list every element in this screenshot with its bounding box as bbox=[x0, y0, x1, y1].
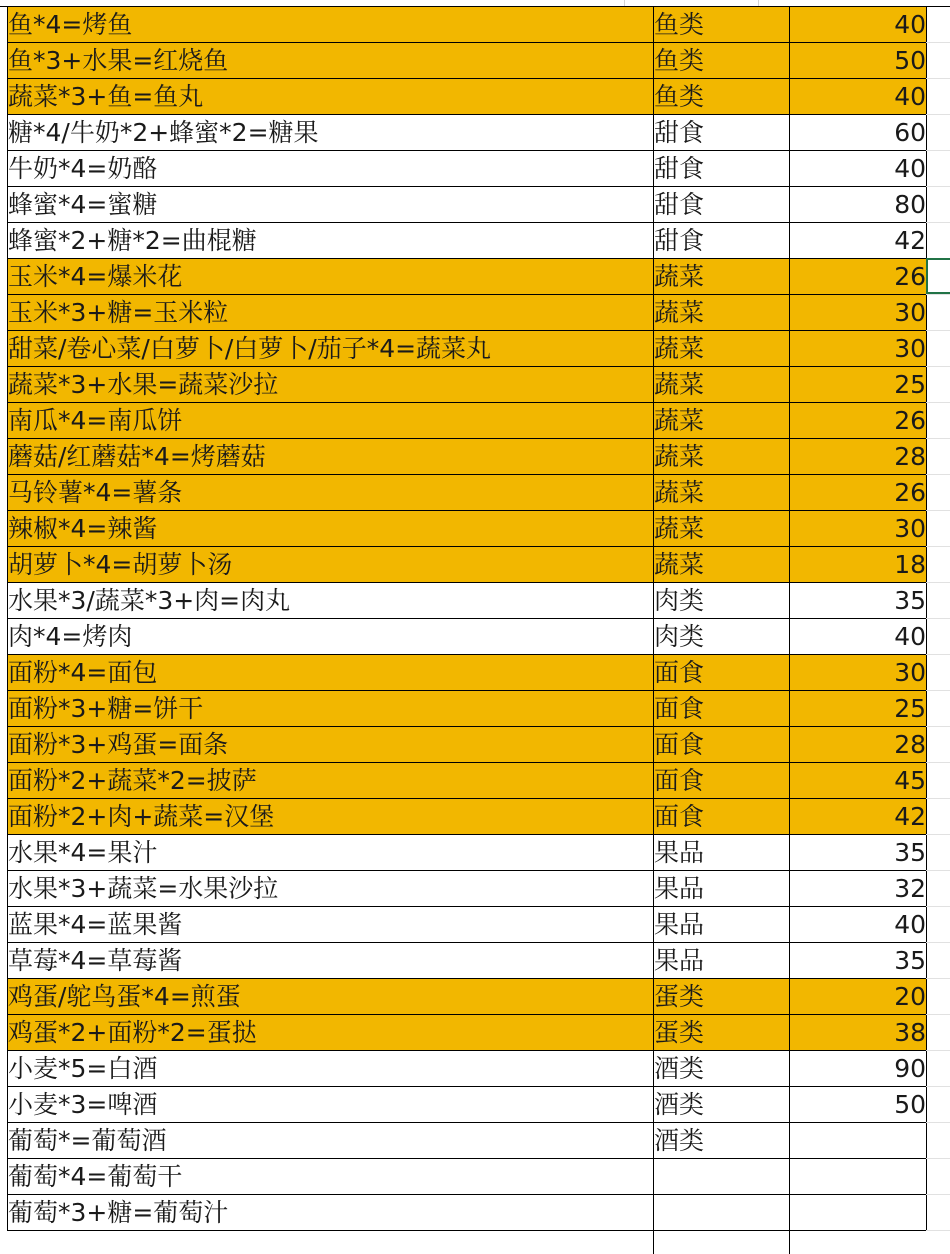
price-cell[interactable]: 40 bbox=[790, 7, 927, 43]
category-cell[interactable]: 果品 bbox=[654, 943, 790, 979]
category-cell[interactable]: 面食 bbox=[654, 763, 790, 799]
category-cell[interactable]: 鱼类 bbox=[654, 43, 790, 79]
table-row bbox=[8, 727, 927, 763]
table-row bbox=[8, 79, 927, 115]
gridline bbox=[926, 1050, 950, 1051]
recipe-cell[interactable]: 水果*3/蔬菜*3+肉=肉丸 bbox=[8, 583, 654, 619]
table-row bbox=[8, 547, 927, 583]
recipe-cell[interactable]: 水果*3+蔬菜=水果沙拉 bbox=[8, 871, 654, 907]
recipe-cell[interactable]: 蓝果*4=蓝果酱 bbox=[8, 907, 654, 943]
category-cell[interactable]: 面食 bbox=[654, 691, 790, 727]
recipe-cell[interactable]: 玉米*4=爆米花 bbox=[8, 259, 654, 295]
category-cell[interactable]: 果品 bbox=[654, 835, 790, 871]
table-row bbox=[8, 583, 927, 619]
recipe-cell[interactable]: 面粉*4=面包 bbox=[8, 655, 654, 691]
recipe-cell[interactable]: 蜂蜜*4=蜜糖 bbox=[8, 187, 654, 223]
recipe-cell[interactable]: 蜂蜜*2+糖*2=曲棍糖 bbox=[8, 223, 654, 259]
gridline bbox=[926, 1158, 950, 1159]
recipe-cell[interactable]: 肉*4=烤肉 bbox=[8, 619, 654, 655]
table-row bbox=[8, 799, 927, 835]
price-cell[interactable]: 28 bbox=[790, 439, 927, 475]
gridline bbox=[926, 294, 950, 295]
price-cell[interactable]: 40 bbox=[790, 619, 927, 655]
recipe-cell[interactable]: 草莓*4=草莓酱 bbox=[8, 943, 654, 979]
gridline bbox=[926, 150, 950, 151]
table-row bbox=[8, 331, 927, 367]
table-row bbox=[8, 763, 927, 799]
category-cell[interactable]: 面食 bbox=[654, 655, 790, 691]
sheet-tail-columns bbox=[7, 1230, 926, 1254]
price-cell[interactable]: 26 bbox=[790, 259, 927, 295]
price-cell[interactable]: 30 bbox=[790, 511, 927, 547]
price-cell[interactable]: 28 bbox=[790, 727, 927, 763]
price-cell[interactable]: 32 bbox=[790, 871, 927, 907]
recipe-cell[interactable]: 面粉*3+糖=饼干 bbox=[8, 691, 654, 727]
category-cell[interactable]: 果品 bbox=[654, 907, 790, 943]
recipe-table bbox=[7, 6, 927, 1231]
price-cell[interactable]: 30 bbox=[790, 295, 927, 331]
table-row bbox=[8, 511, 927, 547]
price-cell[interactable]: 18 bbox=[790, 547, 927, 583]
table-row bbox=[8, 1195, 927, 1231]
gridline bbox=[926, 366, 950, 367]
price-cell[interactable]: 20 bbox=[790, 979, 927, 1015]
recipe-cell[interactable]: 葡萄*3+糖=葡萄汁 bbox=[8, 1195, 654, 1231]
category-cell[interactable]: 酒类 bbox=[654, 1051, 790, 1087]
table-row bbox=[8, 223, 927, 259]
gridline bbox=[926, 870, 950, 871]
table-row bbox=[8, 871, 927, 907]
table-row bbox=[8, 907, 927, 943]
category-cell[interactable]: 蔬菜 bbox=[654, 547, 790, 583]
recipe-cell[interactable]: 胡萝卜*4=胡萝卜汤 bbox=[8, 547, 654, 583]
recipe-cell[interactable]: 面粉*2+肉+蔬菜=汉堡 bbox=[8, 799, 654, 835]
category-cell[interactable]: 果品 bbox=[654, 871, 790, 907]
table-row bbox=[8, 835, 927, 871]
gridline bbox=[926, 906, 950, 907]
gridline bbox=[926, 978, 950, 979]
category-cell[interactable]: 蛋类 bbox=[654, 1015, 790, 1051]
price-cell[interactable]: 42 bbox=[790, 799, 927, 835]
price-cell[interactable]: 40 bbox=[790, 79, 927, 115]
category-cell[interactable]: 甜食 bbox=[654, 223, 790, 259]
gridline bbox=[926, 798, 950, 799]
table-row bbox=[8, 979, 927, 1015]
table-row bbox=[8, 943, 927, 979]
category-cell[interactable]: 蔬菜 bbox=[654, 259, 790, 295]
price-cell[interactable]: 26 bbox=[790, 475, 927, 511]
recipe-cell[interactable]: 葡萄*=葡萄酒 bbox=[8, 1123, 654, 1159]
recipe-cell[interactable]: 牛奶*4=奶酪 bbox=[8, 151, 654, 187]
gridline bbox=[926, 618, 950, 619]
recipe-cell[interactable]: 蘑菇/红蘑菇*4=烤蘑菇 bbox=[8, 439, 654, 475]
price-cell[interactable]: 50 bbox=[790, 1087, 927, 1123]
price-cell[interactable] bbox=[790, 1123, 927, 1159]
table-row bbox=[8, 151, 927, 187]
category-cell[interactable]: 酒类 bbox=[654, 1123, 790, 1159]
category-cell[interactable]: 酒类 bbox=[654, 1087, 790, 1123]
table-row bbox=[8, 691, 927, 727]
category-cell[interactable]: 鱼类 bbox=[654, 79, 790, 115]
recipe-cell[interactable]: 甜菜/卷心菜/白萝卜/白萝卜/茄子*4=蔬菜丸 bbox=[8, 331, 654, 367]
recipe-cell[interactable]: 面粉*2+蔬菜*2=披萨 bbox=[8, 763, 654, 799]
price-cell[interactable]: 30 bbox=[790, 331, 927, 367]
price-cell[interactable]: 42 bbox=[790, 223, 927, 259]
category-cell[interactable]: 鱼类 bbox=[654, 7, 790, 43]
gridline bbox=[926, 726, 950, 727]
gridline bbox=[926, 114, 950, 115]
table-row bbox=[8, 367, 927, 403]
price-cell[interactable]: 90 bbox=[790, 1051, 927, 1087]
gridline bbox=[926, 654, 950, 655]
gridline bbox=[926, 1194, 950, 1195]
gridline bbox=[926, 186, 950, 187]
recipe-table-body bbox=[8, 7, 927, 1231]
category-cell[interactable]: 甜食 bbox=[654, 115, 790, 151]
price-cell[interactable]: 60 bbox=[790, 115, 927, 151]
column-divider bbox=[653, 1230, 654, 1254]
recipe-cell[interactable]: 鸡蛋*2+面粉*2=蛋挞 bbox=[8, 1015, 654, 1051]
recipe-cell[interactable]: 辣椒*4=辣酱 bbox=[8, 511, 654, 547]
price-cell[interactable]: 25 bbox=[790, 367, 927, 403]
gridline bbox=[926, 1122, 950, 1123]
category-cell[interactable]: 蔬菜 bbox=[654, 439, 790, 475]
table-row bbox=[8, 43, 927, 79]
table-row bbox=[8, 295, 927, 331]
gridline bbox=[926, 438, 950, 439]
category-cell[interactable]: 面食 bbox=[654, 727, 790, 763]
price-cell[interactable]: 35 bbox=[790, 583, 927, 619]
price-cell[interactable] bbox=[790, 1195, 927, 1231]
category-cell[interactable]: 蔬菜 bbox=[654, 331, 790, 367]
price-cell[interactable]: 50 bbox=[790, 43, 927, 79]
recipe-cell[interactable]: 玉米*3+糖=玉米粒 bbox=[8, 295, 654, 331]
gridline bbox=[926, 222, 950, 223]
category-cell[interactable]: 甜食 bbox=[654, 187, 790, 223]
price-cell[interactable]: 45 bbox=[790, 763, 927, 799]
recipe-cell[interactable]: 鱼*4=烤鱼 bbox=[8, 7, 654, 43]
selected-cell[interactable] bbox=[926, 258, 950, 294]
gridline bbox=[926, 942, 950, 943]
table-row bbox=[8, 1051, 927, 1087]
category-cell[interactable]: 蔬菜 bbox=[654, 367, 790, 403]
category-cell[interactable]: 蔬菜 bbox=[654, 511, 790, 547]
table-row bbox=[8, 475, 927, 511]
recipe-cell[interactable]: 蔬菜*3+鱼=鱼丸 bbox=[8, 79, 654, 115]
table-row bbox=[8, 259, 927, 295]
recipe-cell[interactable]: 小麦*3=啤酒 bbox=[8, 1087, 654, 1123]
price-cell[interactable]: 26 bbox=[790, 403, 927, 439]
gridline bbox=[926, 834, 950, 835]
category-cell[interactable]: 肉类 bbox=[654, 583, 790, 619]
table-row bbox=[8, 1123, 927, 1159]
table-row bbox=[8, 187, 927, 223]
gridline bbox=[926, 474, 950, 475]
recipe-cell[interactable]: 葡萄*4=葡萄干 bbox=[8, 1159, 654, 1195]
gridline bbox=[926, 690, 950, 691]
category-cell[interactable]: 蔬菜 bbox=[654, 403, 790, 439]
category-cell[interactable]: 甜食 bbox=[654, 151, 790, 187]
table-row bbox=[8, 439, 927, 475]
price-cell[interactable]: 30 bbox=[790, 655, 927, 691]
price-cell[interactable]: 35 bbox=[790, 943, 927, 979]
table-row bbox=[8, 619, 927, 655]
category-cell[interactable] bbox=[654, 1195, 790, 1231]
table-row bbox=[8, 1015, 927, 1051]
recipe-cell[interactable]: 南瓜*4=南瓜饼 bbox=[8, 403, 654, 439]
gridline bbox=[926, 1230, 950, 1231]
price-cell[interactable]: 40 bbox=[790, 907, 927, 943]
price-cell[interactable]: 38 bbox=[790, 1015, 927, 1051]
table-row bbox=[8, 7, 927, 43]
category-cell[interactable]: 蛋类 bbox=[654, 979, 790, 1015]
price-cell[interactable]: 25 bbox=[790, 691, 927, 727]
table-row bbox=[8, 655, 927, 691]
price-cell[interactable]: 35 bbox=[790, 835, 927, 871]
recipe-cell[interactable]: 鱼*3+水果=红烧鱼 bbox=[8, 43, 654, 79]
table-row bbox=[8, 403, 927, 439]
gridline bbox=[926, 42, 950, 43]
table-row bbox=[8, 1159, 927, 1195]
recipe-cell[interactable]: 马铃薯*4=薯条 bbox=[8, 475, 654, 511]
category-cell[interactable]: 肉类 bbox=[654, 619, 790, 655]
price-cell[interactable] bbox=[790, 1159, 927, 1195]
category-cell[interactable]: 蔬菜 bbox=[654, 295, 790, 331]
gridline bbox=[926, 762, 950, 763]
recipe-cell[interactable]: 鸡蛋/鸵鸟蛋*4=煎蛋 bbox=[8, 979, 654, 1015]
adjacent-empty-column[interactable] bbox=[926, 7, 950, 1254]
category-cell[interactable]: 蔬菜 bbox=[654, 475, 790, 511]
price-cell[interactable]: 80 bbox=[790, 187, 927, 223]
recipe-cell[interactable]: 小麦*5=白酒 bbox=[8, 1051, 654, 1087]
gridline bbox=[926, 1014, 950, 1015]
gridline bbox=[926, 78, 950, 79]
recipe-cell[interactable]: 水果*4=果汁 bbox=[8, 835, 654, 871]
gridline bbox=[926, 1086, 950, 1087]
gridline bbox=[926, 582, 950, 583]
gridline bbox=[926, 546, 950, 547]
column-divider bbox=[789, 1230, 790, 1254]
recipe-cell[interactable]: 面粉*3+鸡蛋=面条 bbox=[8, 727, 654, 763]
recipe-cell[interactable]: 蔬菜*3+水果=蔬菜沙拉 bbox=[8, 367, 654, 403]
category-cell[interactable] bbox=[654, 1159, 790, 1195]
price-cell[interactable]: 40 bbox=[790, 151, 927, 187]
table-row bbox=[8, 1087, 927, 1123]
category-cell[interactable]: 面食 bbox=[654, 799, 790, 835]
gridline bbox=[926, 402, 950, 403]
gridline bbox=[926, 330, 950, 331]
recipe-cell[interactable]: 糖*4/牛奶*2+蜂蜜*2=糖果 bbox=[8, 115, 654, 151]
gridline bbox=[926, 510, 950, 511]
table-row bbox=[8, 115, 927, 151]
